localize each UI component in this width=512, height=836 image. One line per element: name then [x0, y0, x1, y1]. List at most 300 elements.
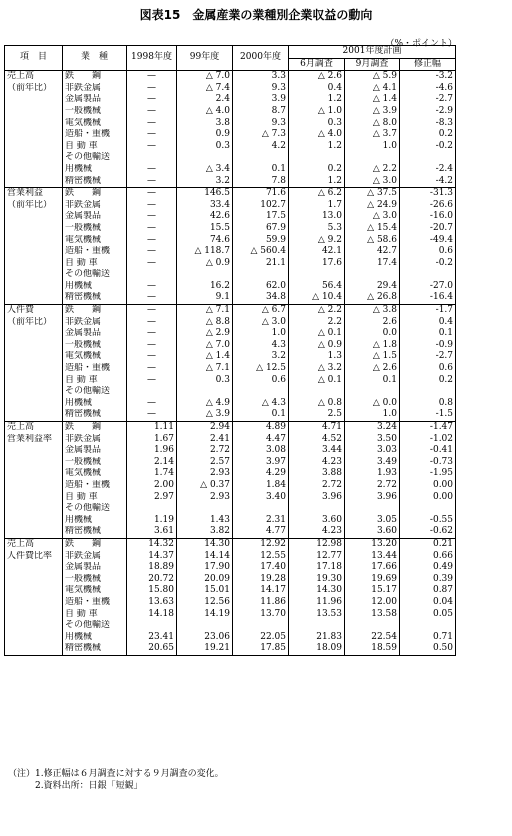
- table-row: [5, 340, 456, 352]
- cell-category: [5, 258, 63, 270]
- cell-industry: 自 動 車: [63, 141, 127, 153]
- table-row: [5, 328, 456, 340]
- cell-1999: △ 7.0: [177, 71, 233, 83]
- cell-revision: 0.71: [400, 632, 456, 644]
- cell-1999: 146.5: [177, 188, 233, 200]
- cell-1999: 3.82: [177, 526, 233, 538]
- cell-1998: —: [127, 328, 177, 340]
- cell-revision: -49.4: [400, 235, 456, 247]
- cell-category: [5, 620, 63, 632]
- cell-revision: -0.9: [400, 340, 456, 352]
- cell-revision: -1.5: [400, 409, 456, 421]
- cell-2000: 4.3: [233, 340, 289, 352]
- cell-1998: —: [127, 292, 177, 304]
- cell-category: [5, 468, 63, 480]
- cell-industry: その他輸送: [63, 386, 127, 398]
- cell-sept: 3.50: [345, 434, 400, 446]
- cell-1998: —: [127, 305, 177, 317]
- cell-revision: -1.02: [400, 434, 456, 446]
- cell-revision: [400, 503, 456, 515]
- cell-june: 5.3: [289, 223, 345, 235]
- cell-1998: —: [127, 211, 177, 223]
- cell-june: 18.09: [289, 643, 345, 655]
- cell-category: 営業利益率: [5, 434, 63, 446]
- cell-revision: 0.1: [400, 328, 456, 340]
- cell-2000: 0.1: [233, 409, 289, 421]
- table-row: [5, 445, 456, 457]
- cell-category: [5, 643, 63, 655]
- cell-industry: 造船・重機: [63, 129, 127, 141]
- cell-1998: —: [127, 141, 177, 153]
- cell-1999: 1.43: [177, 515, 233, 527]
- cell-1998: 18.89: [127, 562, 177, 574]
- cell-sept: △ 2.2: [345, 164, 400, 176]
- cell-2000: [233, 386, 289, 398]
- cell-2000: 17.85: [233, 643, 289, 655]
- cell-revision: -4.2: [400, 176, 456, 188]
- cell-2000: 3.9: [233, 94, 289, 106]
- cell-june: 13.53: [289, 609, 345, 621]
- cell-sept: △ 3.7: [345, 129, 400, 141]
- cell-sept: 1.0: [345, 141, 400, 153]
- table-row: [5, 269, 456, 281]
- table-row: [5, 363, 456, 375]
- cell-2000: 67.9: [233, 223, 289, 235]
- cell-1998: —: [127, 258, 177, 270]
- cell-category: [5, 386, 63, 398]
- cell-june: 21.83: [289, 632, 345, 644]
- cell-2000: 17.40: [233, 562, 289, 574]
- cell-1998: [127, 386, 177, 398]
- cell-1998: —: [127, 71, 177, 83]
- cell-2000: 22.05: [233, 632, 289, 644]
- cell-industry: 非鉄金属: [63, 200, 127, 212]
- cell-sept: 2.6: [345, 317, 400, 329]
- cell-sept: 1.93: [345, 468, 400, 480]
- cell-industry: 用機械: [63, 515, 127, 527]
- table-row: [5, 129, 456, 141]
- cell-1999: 2.93: [177, 492, 233, 504]
- cell-1998: —: [127, 281, 177, 293]
- cell-1999: △ 7.1: [177, 305, 233, 317]
- table-row: [5, 434, 456, 446]
- cell-category: [5, 597, 63, 609]
- cell-1998: —: [127, 94, 177, 106]
- cell-1999: 2.94: [177, 422, 233, 434]
- cell-category: （前年比）: [5, 83, 63, 95]
- cell-1999: △ 3.9: [177, 409, 233, 421]
- table-row: [5, 305, 456, 317]
- cell-1999: 20.09: [177, 574, 233, 586]
- cell-category: [5, 211, 63, 223]
- cell-1999: 14.14: [177, 551, 233, 563]
- cell-1999: △ 7.4: [177, 83, 233, 95]
- cell-sept: △ 1.4: [345, 94, 400, 106]
- cell-june: 13.0: [289, 211, 345, 223]
- cell-category: 人件費比率: [5, 551, 63, 563]
- cell-sept: 17.4: [345, 258, 400, 270]
- table-row: [5, 200, 456, 212]
- cell-revision: [400, 269, 456, 281]
- cell-1999: △ 4.0: [177, 106, 233, 118]
- cell-industry: 自 動 車: [63, 609, 127, 621]
- cell-revision: 0.2: [400, 129, 456, 141]
- header-1999: 99年度: [177, 46, 233, 71]
- cell-june: 0.4: [289, 83, 345, 95]
- cell-1998: 14.32: [127, 538, 177, 550]
- cell-june: 3.44: [289, 445, 345, 457]
- cell-2000: △ 3.0: [233, 317, 289, 329]
- cell-category: [5, 235, 63, 247]
- cell-1999: 17.90: [177, 562, 233, 574]
- cell-1999: 2.57: [177, 457, 233, 469]
- header-plan-2001: 2001年度計画: [289, 46, 456, 59]
- cell-category: [5, 515, 63, 527]
- cell-june: 1.2: [289, 176, 345, 188]
- table-row: [5, 526, 456, 538]
- table-row: [5, 281, 456, 293]
- cell-category: [5, 118, 63, 130]
- cell-1998: 20.65: [127, 643, 177, 655]
- cell-revision: [400, 386, 456, 398]
- cell-2000: 0.1: [233, 164, 289, 176]
- cell-industry: その他輸送: [63, 269, 127, 281]
- cell-revision: -0.55: [400, 515, 456, 527]
- cell-1999: △ 1.4: [177, 351, 233, 363]
- cell-revision: 0.2: [400, 375, 456, 387]
- cell-1999: 3.8: [177, 118, 233, 130]
- cell-category: [5, 445, 63, 457]
- cell-category: [5, 480, 63, 492]
- cell-1998: 20.72: [127, 574, 177, 586]
- cell-june: 12.77: [289, 551, 345, 563]
- cell-1999: △ 7.0: [177, 340, 233, 352]
- cell-june: [289, 152, 345, 164]
- cell-industry: 造船・重機: [63, 363, 127, 375]
- cell-2000: 3.40: [233, 492, 289, 504]
- cell-1998: —: [127, 246, 177, 258]
- cell-2000: 19.28: [233, 574, 289, 586]
- cell-1998: [127, 503, 177, 515]
- cell-sept: △ 37.5: [345, 188, 400, 200]
- cell-industry: 非鉄金属: [63, 551, 127, 563]
- cell-2000: 62.0: [233, 281, 289, 293]
- cell-1999: [177, 503, 233, 515]
- cell-2000: 1.0: [233, 328, 289, 340]
- cell-1998: —: [127, 340, 177, 352]
- cell-2000: △ 6.7: [233, 305, 289, 317]
- cell-revision: 0.00: [400, 492, 456, 504]
- cell-june: △ 2.6: [289, 71, 345, 83]
- cell-june: △ 3.2: [289, 363, 345, 375]
- cell-1999: 19.21: [177, 643, 233, 655]
- cell-category: [5, 409, 63, 421]
- cell-1998: —: [127, 235, 177, 247]
- cell-1999: 23.06: [177, 632, 233, 644]
- cell-1998: —: [127, 363, 177, 375]
- cell-1999: △ 0.9: [177, 258, 233, 270]
- cell-june: 2.5: [289, 409, 345, 421]
- cell-sept: △ 3.0: [345, 176, 400, 188]
- cell-category: [5, 94, 63, 106]
- cell-category: [5, 292, 63, 304]
- cell-industry: 自 動 車: [63, 375, 127, 387]
- cell-2000: 21.1: [233, 258, 289, 270]
- cell-industry: 鉄 鋼: [63, 422, 127, 434]
- cell-category: [5, 526, 63, 538]
- cell-june: 12.98: [289, 538, 345, 550]
- cell-2000: 1.84: [233, 480, 289, 492]
- cell-1999: △ 8.8: [177, 317, 233, 329]
- cell-june: △ 4.0: [289, 129, 345, 141]
- cell-2000: 8.7: [233, 106, 289, 118]
- cell-revision: [400, 152, 456, 164]
- cell-category: [5, 129, 63, 141]
- cell-1999: 33.4: [177, 200, 233, 212]
- cell-sept: [345, 386, 400, 398]
- cell-1999: [177, 386, 233, 398]
- cell-sept: 13.58: [345, 609, 400, 621]
- table-row: [5, 562, 456, 574]
- cell-industry: 非鉄金属: [63, 434, 127, 446]
- cell-1998: —: [127, 164, 177, 176]
- cell-1998: 13.63: [127, 597, 177, 609]
- cell-1998: —: [127, 83, 177, 95]
- table-row: [5, 492, 456, 504]
- cell-industry: 金属製品: [63, 445, 127, 457]
- cell-industry: 用機械: [63, 398, 127, 410]
- cell-1998: [127, 269, 177, 281]
- page-title: 図表15 金属産業の業種別企業収益の動向: [139, 8, 373, 22]
- cell-industry: 用機械: [63, 632, 127, 644]
- table-row: [5, 235, 456, 247]
- cell-sept: △ 24.9: [345, 200, 400, 212]
- cell-2000: 13.70: [233, 609, 289, 621]
- cell-2000: △ 4.3: [233, 398, 289, 410]
- cell-1999: △ 2.9: [177, 328, 233, 340]
- cell-1998: 3.61: [127, 526, 177, 538]
- cell-category: [5, 585, 63, 597]
- cell-1999: [177, 269, 233, 281]
- cell-june: [289, 503, 345, 515]
- cell-industry: 一般機械: [63, 457, 127, 469]
- cell-category: [5, 141, 63, 153]
- cell-revision: -20.7: [400, 223, 456, 235]
- cell-1999: 0.9: [177, 129, 233, 141]
- cell-industry: 精密機械: [63, 643, 127, 655]
- cell-sept: △ 3.0: [345, 211, 400, 223]
- cell-sept: △ 15.4: [345, 223, 400, 235]
- cell-industry: 金属製品: [63, 94, 127, 106]
- cell-revision: 0.05: [400, 609, 456, 621]
- cell-industry: 一般機械: [63, 223, 127, 235]
- table-row: [5, 409, 456, 421]
- cell-1999: △ 3.4: [177, 164, 233, 176]
- cell-1998: 23.41: [127, 632, 177, 644]
- cell-revision: 0.66: [400, 551, 456, 563]
- cell-category: [5, 503, 63, 515]
- cell-1999: 0.3: [177, 141, 233, 153]
- cell-2000: 9.3: [233, 118, 289, 130]
- cell-revision: -3.2: [400, 71, 456, 83]
- table-row: [5, 71, 456, 83]
- cell-june: △ 9.2: [289, 235, 345, 247]
- table-row: [5, 538, 456, 550]
- cell-revision: -27.0: [400, 281, 456, 293]
- cell-sept: 3.24: [345, 422, 400, 434]
- cell-sept: [345, 503, 400, 515]
- cell-1998: —: [127, 398, 177, 410]
- cell-sept: △ 5.9: [345, 71, 400, 83]
- cell-june: △ 1.0: [289, 106, 345, 118]
- table-row: [5, 246, 456, 258]
- cell-sept: 3.60: [345, 526, 400, 538]
- cell-sept: 0.0: [345, 328, 400, 340]
- header-item: 項 目: [5, 46, 63, 71]
- cell-revision: 0.8: [400, 398, 456, 410]
- cell-june: 17.6: [289, 258, 345, 270]
- cell-2000: 102.7: [233, 200, 289, 212]
- cell-1998: 2.97: [127, 492, 177, 504]
- cell-sept: 13.44: [345, 551, 400, 563]
- cell-sept: 1.0: [345, 409, 400, 421]
- table-row: [5, 609, 456, 621]
- cell-category: 人件費: [5, 305, 63, 317]
- cell-category: [5, 176, 63, 188]
- cell-1998: —: [127, 375, 177, 387]
- earnings-table: [4, 45, 456, 656]
- cell-2000: [233, 152, 289, 164]
- table-row: [5, 480, 456, 492]
- cell-revision: -1.7: [400, 305, 456, 317]
- cell-june: 4.52: [289, 434, 345, 446]
- cell-revision: 0.6: [400, 363, 456, 375]
- table-row: [5, 164, 456, 176]
- cell-industry: 鉄 鋼: [63, 538, 127, 550]
- header-revision: 修正幅: [400, 58, 456, 71]
- cell-revision: -16.4: [400, 292, 456, 304]
- cell-1998: 1.11: [127, 422, 177, 434]
- table-row: [5, 375, 456, 387]
- cell-industry: 精密機械: [63, 409, 127, 421]
- table-row: [5, 632, 456, 644]
- cell-1998: —: [127, 409, 177, 421]
- cell-sept: 3.96: [345, 492, 400, 504]
- cell-1998: 1.19: [127, 515, 177, 527]
- cell-revision: -4.6: [400, 83, 456, 95]
- cell-revision: [400, 620, 456, 632]
- table-row: [5, 83, 456, 95]
- cell-june: 3.96: [289, 492, 345, 504]
- cell-1999: 16.2: [177, 281, 233, 293]
- header-industry: 業 種: [63, 46, 127, 71]
- cell-june: 1.2: [289, 141, 345, 153]
- cell-1999: △ 4.9: [177, 398, 233, 410]
- cell-june: 14.30: [289, 585, 345, 597]
- cell-1998: 1.96: [127, 445, 177, 457]
- cell-industry: 用機械: [63, 281, 127, 293]
- cell-sept: 3.03: [345, 445, 400, 457]
- cell-revision: 0.39: [400, 574, 456, 586]
- cell-category: 売上高: [5, 538, 63, 550]
- cell-sept: 0.1: [345, 375, 400, 387]
- cell-june: 3.88: [289, 468, 345, 480]
- cell-category: [5, 609, 63, 621]
- table-row: [5, 211, 456, 223]
- header-sept: 9月調査: [345, 58, 400, 71]
- cell-june: 1.3: [289, 351, 345, 363]
- cell-1998: —: [127, 106, 177, 118]
- table-row: [5, 106, 456, 118]
- cell-2000: 4.47: [233, 434, 289, 446]
- cell-june: △ 10.4: [289, 292, 345, 304]
- table-row: [5, 176, 456, 188]
- cell-1999: 12.56: [177, 597, 233, 609]
- cell-sept: △ 3.9: [345, 106, 400, 118]
- cell-sept: 3.05: [345, 515, 400, 527]
- cell-1999: 2.41: [177, 434, 233, 446]
- cell-2000: 4.89: [233, 422, 289, 434]
- cell-industry: その他輸送: [63, 620, 127, 632]
- cell-1998: 2.00: [127, 480, 177, 492]
- cell-june: 1.7: [289, 200, 345, 212]
- cell-june: △ 0.1: [289, 375, 345, 387]
- cell-1998: —: [127, 351, 177, 363]
- cell-sept: △ 1.8: [345, 340, 400, 352]
- table-row: [5, 468, 456, 480]
- note-line: （注）1.修正幅は６月調査に対する９月調査の変化。: [8, 769, 224, 779]
- cell-1999: △ 0.37: [177, 480, 233, 492]
- cell-sept: 22.54: [345, 632, 400, 644]
- cell-category: [5, 363, 63, 375]
- cell-1998: 14.18: [127, 609, 177, 621]
- cell-industry: 精密機械: [63, 292, 127, 304]
- cell-industry: 自 動 車: [63, 258, 127, 270]
- cell-sept: 13.20: [345, 538, 400, 550]
- cell-1999: 42.6: [177, 211, 233, 223]
- cell-revision: -0.62: [400, 526, 456, 538]
- cell-1999: 2.4: [177, 94, 233, 106]
- cell-june: 17.18: [289, 562, 345, 574]
- note-line: 2.資料出所：日銀「短観」: [8, 781, 143, 791]
- cell-category: [5, 269, 63, 281]
- table-row: [5, 503, 456, 515]
- cell-june: △ 2.2: [289, 305, 345, 317]
- cell-sept: 17.66: [345, 562, 400, 574]
- cell-june: 2.2: [289, 317, 345, 329]
- cell-june: 1.2: [289, 94, 345, 106]
- table-row: [5, 515, 456, 527]
- cell-category: [5, 492, 63, 504]
- cell-2000: 4.2: [233, 141, 289, 153]
- cell-category: [5, 340, 63, 352]
- cell-industry: 電気機械: [63, 118, 127, 130]
- cell-sept: [345, 152, 400, 164]
- cell-2000: 12.92: [233, 538, 289, 550]
- cell-june: [289, 269, 345, 281]
- table-row: [5, 351, 456, 363]
- cell-category: [5, 375, 63, 387]
- cell-revision: 0.49: [400, 562, 456, 574]
- cell-sept: △ 58.6: [345, 235, 400, 247]
- cell-sept: △ 3.8: [345, 305, 400, 317]
- cell-industry: 一般機械: [63, 106, 127, 118]
- table-row: [5, 223, 456, 235]
- cell-category: [5, 457, 63, 469]
- cell-industry: 精密機械: [63, 176, 127, 188]
- cell-sept: [345, 620, 400, 632]
- cell-1999: 14.19: [177, 609, 233, 621]
